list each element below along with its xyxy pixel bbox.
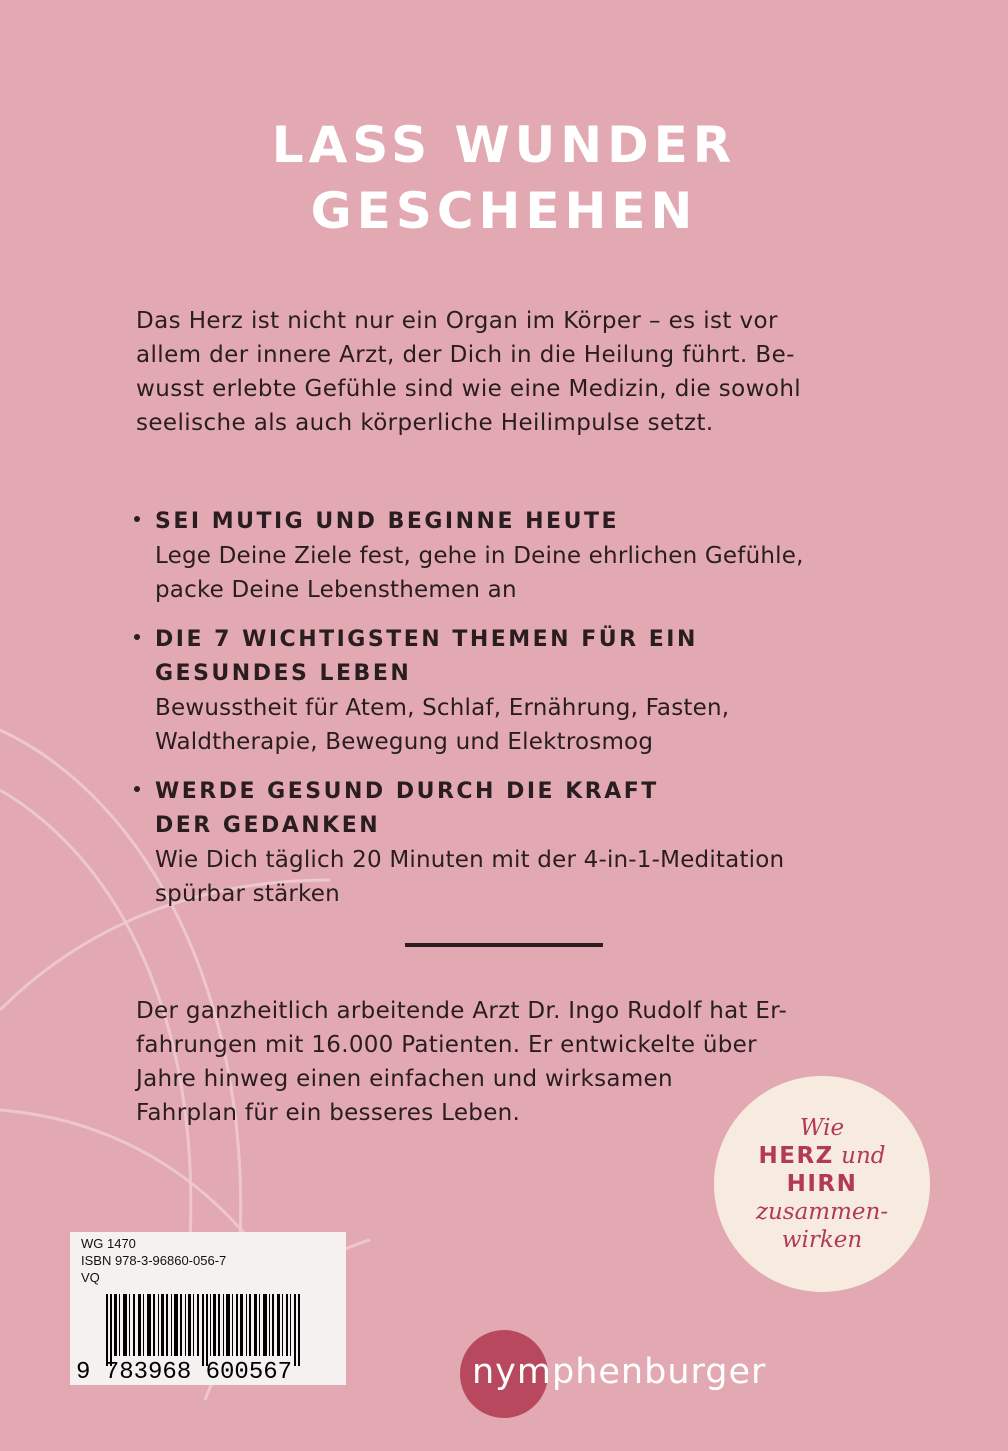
feature-text: Wie Dich täglich 20 Minuten mit der 4-in-1-Meditation: [155, 847, 785, 873]
bullet-icon: [134, 634, 140, 640]
bullet-icon: [134, 786, 140, 792]
feature-heading: SEI MUTIG UND BEGINNE HEUTE: [155, 509, 619, 534]
intro-line: allem der innere Arzt, der Dich in die Heilung führt. Be-: [136, 342, 795, 368]
badge-word: HIRN: [786, 1171, 858, 1197]
cover-title: [0, 112, 1008, 244]
feature-text: Bewusstheit für Atem, Schlaf, Ernährung, Fasten,: [155, 695, 730, 721]
bullet-icon: [134, 516, 140, 522]
author-line: Fahrplan für ein besseres Leben.: [136, 1100, 521, 1126]
feature-text: spürbar stärken: [155, 881, 340, 907]
intro-line: wusst erlebte Gefühle sind wie eine Medizin, die sowohl: [136, 376, 802, 402]
author-line: Jahre hinweg einen einfachen und wirksamen: [136, 1066, 673, 1092]
author-line: fahrungen mit 16.000 Patienten. Er entwickelte über: [136, 1032, 757, 1058]
sticker-vq: VQ: [81, 1270, 100, 1285]
feature-list: [134, 505, 894, 927]
intro-line: Das Herz ist nicht nur ein Organ im Körper – es ist vor: [136, 308, 778, 334]
feature-item: [134, 505, 894, 607]
isbn-sticker: [70, 1232, 346, 1385]
badge-word: zusammen-: [755, 1199, 889, 1225]
feature-text: packe Deine Lebensthemen an: [155, 577, 517, 603]
feature-heading: WERDE GESUND DURCH DIE KRAFT: [155, 779, 659, 804]
feature-heading: GESUNDES LEBEN: [155, 661, 412, 686]
sticker-code: WG 1470: [81, 1236, 136, 1251]
badge-word: HERZ: [758, 1143, 834, 1169]
barcode: [76, 1294, 330, 1386]
intro-line: seelische als auch körperliche Heilimpulse setzt.: [136, 410, 714, 436]
feature-text: Waldtherapie, Bewegung und Elektrosmog: [155, 729, 654, 755]
badge-word: und: [841, 1143, 886, 1169]
feature-heading: DIE 7 WICHTIGSTEN THEMEN FÜR EIN: [155, 627, 698, 652]
publisher-name: [472, 1352, 766, 1392]
divider: [405, 943, 603, 947]
feature-item: [134, 623, 894, 759]
barcode-digits: 9 783968 600567: [76, 1359, 293, 1386]
title-line-1: LASS WUNDER: [271, 116, 737, 174]
publisher-logo: [460, 1330, 800, 1420]
promo-badge: [714, 1076, 930, 1292]
badge-word: wirken: [781, 1227, 863, 1253]
feature-item: [134, 775, 894, 911]
intro-paragraph: [136, 304, 876, 440]
feature-text: Lege Deine Ziele fest, gehe in Deine ehrlichen Gefühle,: [155, 543, 804, 569]
publisher-name-part1: ny: [472, 1352, 517, 1392]
title-line-2: GESCHEHEN: [310, 182, 698, 240]
author-line: Der ganzheitlich arbeitende Arzt Dr. Ingo Rudolf hat Er-: [136, 998, 788, 1024]
publisher-name-part2: mphenburger: [516, 1352, 767, 1392]
badge-word: Wie: [799, 1115, 845, 1141]
feature-heading: DER GEDANKEN: [155, 813, 381, 838]
sticker-isbn: ISBN 978-3-96860-056-7: [81, 1253, 227, 1268]
